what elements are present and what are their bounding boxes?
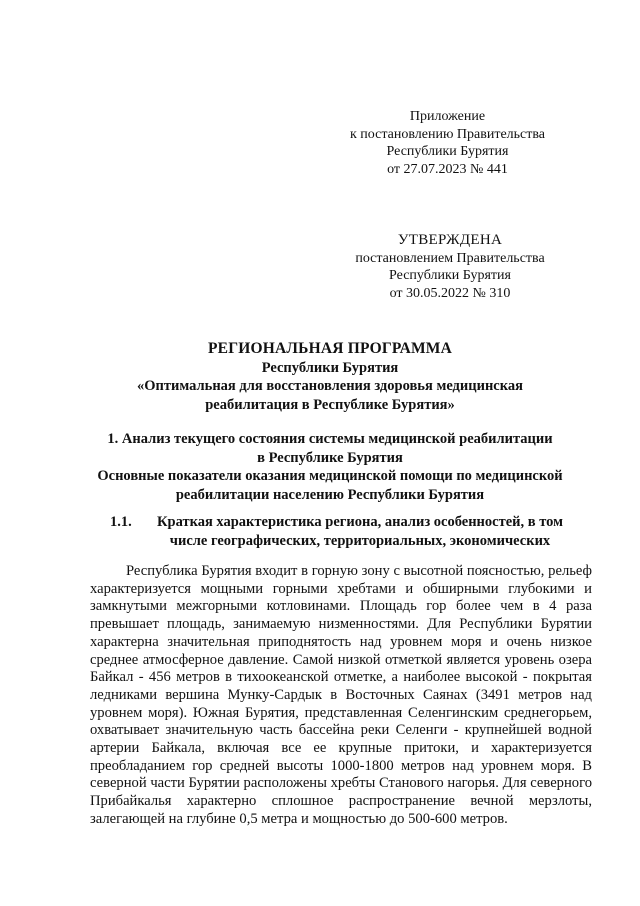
appendix-reference: к постановлению Правительства [349,126,546,142]
approved-header [345,232,555,302]
section-1-heading [80,430,580,504]
approved-reference: постановлением Правительства [355,250,545,266]
program-name-line2: реабилитация в Республике Бурятия» [205,396,455,413]
section-1-1-number: 1.1. [110,514,132,530]
appendix-title: Приложение [409,109,486,124]
program-name-line1: «Оптимальная для восстановления здоровья медицинская [137,378,523,394]
appendix-region: Республики Бурятия [386,144,509,160]
appendix-header [345,108,550,178]
section-1-subtitle-line2: реабилитации населению Республики Бурятия [175,486,485,503]
section-1-title-line2: в Республике Бурятия [257,449,403,466]
approved-title: УТВЕРЖДЕНА [397,232,503,248]
section-1-1-heading [100,513,580,550]
approved-region: Республики Бурятия [389,268,511,284]
program-title: РЕГИОНАЛЬНАЯ ПРОГРАММА [207,340,453,357]
approved-date: от 30.05.2022 № 310 [389,285,511,301]
section-1-subtitle-line1: Основные показатели оказания медицинской помощи по медицинской [97,468,563,484]
section-1-1-title-line2: числе географических, территориальных, экономических [169,532,551,549]
section-1-title-line1: 1. Анализ текущего состояния системы медицинской реабилитации [107,431,553,447]
program-heading [80,340,580,414]
appendix-date: от 27.07.2023 № 441 [387,161,508,177]
program-subtitle: Республики Бурятия [261,359,399,376]
section-1-1-title-line1: Краткая характеристика региона, анализ особенностей, в том [157,514,563,530]
body-paragraph: Республика Бурятия входит в горную зону с высотной поясностью, рельеф характеризуется мощными горными хребтами и обширными глубокими и замкнутыми межгорными котловинами. Площадь гор более чем в 4 раза превышает площадь, занимаемую низменностями. Для Республики Бурятии характерна значительная приподнятость над уровнем моря и очень низкое среднее атмосферное давление. Самой низкой отметкой является уровень озера Байкал - 456 метров в тихоокеанской отметке, а наиболее высокой - покрытая ледниками вершина Мунку-Сардык в Восточных Саянах (3491 метров над уровнем моря). Южная Бурятия, представленная Селенгинским среднегорьем, охватывает значительную часть бассейна реки Селенги - крупнейшей водной артерии Байкала, включая все ее крупные притоки, и характеризуется преобладанием гор средней высоты 1000-1800 метров над уровнем моря. В северной части Бурятии расположены хребты Станового нагорья. Для северного Прибайкалья характерно сплошное распространение вечной мерзлоты, залегающей на глубине 0,5 метра и мощностью до 500-600 метров. [90,563,592,827]
